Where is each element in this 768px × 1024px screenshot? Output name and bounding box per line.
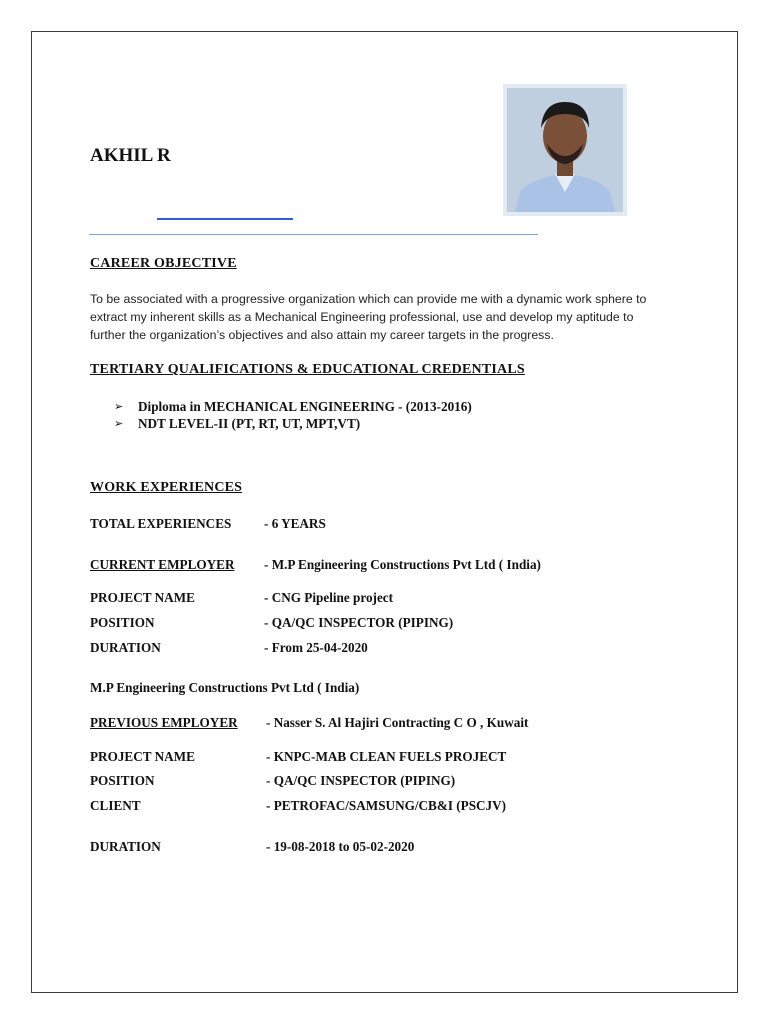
current-employer-label: CURRENT EMPLOYER <box>90 557 235 572</box>
previous-duration-label: DURATION <box>90 839 161 854</box>
total-experience-value: - 6 YEARS <box>264 516 326 531</box>
work-experiences-heading: WORK EXPERIENCES <box>90 480 243 495</box>
current-employer-value: - M.P Engineering Constructions Pvt Ltd ( India) <box>264 557 541 572</box>
objective-line: extract my inherent skills as a Mechanical Engineering professional, use and develop my aptitude to <box>90 310 634 324</box>
current-duration-label: DURATION <box>90 640 161 655</box>
education-list <box>114 398 472 432</box>
previous-position-value: - QA/QC INSPECTOR (PIPING) <box>266 773 456 788</box>
previous-employer-label: PREVIOUS EMPLOYER <box>90 715 238 730</box>
education-item: Diploma in MECHANICAL ENGINEERING - (2013-2016) <box>138 399 472 414</box>
current-position-label: POSITION <box>90 615 155 630</box>
current-project-label: PROJECT NAME <box>90 590 195 605</box>
profile-photo <box>503 84 627 216</box>
current-duration-value: - From 25-04-2020 <box>264 640 368 655</box>
career-objective-heading: CAREER OBJECTIVE <box>90 256 237 271</box>
current-company-line: M.P Engineering Constructions Pvt Ltd ( India) <box>90 680 360 695</box>
previous-duration-value: - 19-08-2018 to 05-02-2020 <box>266 839 415 854</box>
objective-line: further the organization’s objectives and also attain my career targets in the progress. <box>90 328 554 342</box>
link-underline[interactable] <box>157 218 293 220</box>
person-portrait-icon <box>507 88 623 212</box>
previous-project-value: - KNPC-MAB CLEAN FUELS PROJECT <box>266 749 507 764</box>
current-project-value: - CNG Pipeline project <box>264 590 394 605</box>
previous-employer-value: - Nasser S. Al Hajiri Contracting C O , Kuwait <box>266 715 529 730</box>
current-position-value: - QA/QC INSPECTOR (PIPING) <box>264 615 454 630</box>
previous-project-label: PROJECT NAME <box>90 749 195 764</box>
education-heading: TERTIARY QUALIFICATIONS & EDUCATIONAL CREDENTIALS <box>90 362 525 377</box>
previous-client-value: - PETROFAC/SAMSUNG/CB&I (PSCJV) <box>266 798 507 813</box>
previous-client-label: CLIENT <box>90 798 141 813</box>
total-experience-label: TOTAL EXPERIENCES <box>90 516 232 531</box>
objective-line: To be associated with a progressive organization which can provide me with a dynamic work sphere to <box>90 292 647 306</box>
career-objective-text <box>90 290 680 344</box>
education-item: NDT LEVEL-II (PT, RT, UT, MPT,VT) <box>138 416 361 431</box>
arrow-bullet-icon: ➢ <box>114 417 124 430</box>
arrow-bullet-icon: ➢ <box>114 400 124 413</box>
header-divider <box>89 234 538 235</box>
list-item <box>114 415 472 432</box>
list-item <box>114 398 472 415</box>
previous-position-label: POSITION <box>90 773 155 788</box>
candidate-name: AKHIL R <box>90 145 171 166</box>
